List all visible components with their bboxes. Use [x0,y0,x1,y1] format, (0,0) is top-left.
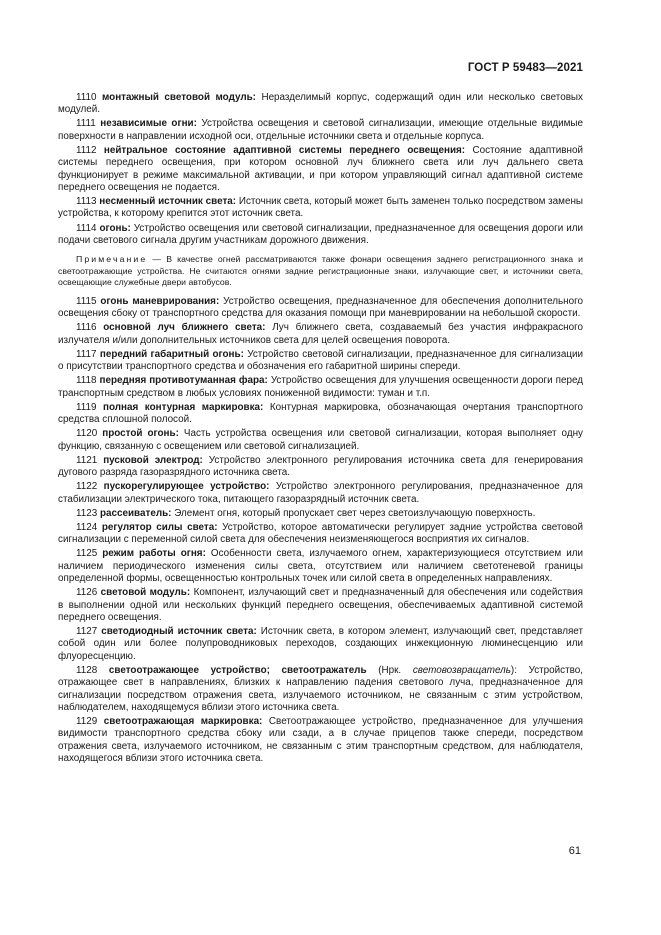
main-content [58,92,583,767]
term-entry-1117 [58,349,583,374]
entry-number: 1123 [76,507,98,519]
entry-term: светодиодный источник света: [101,626,257,638]
entry-definition: Устройство освещения или световой сигнализации, предназначенное для освещения дороги или подачи светового сигнала другим участникам дорожного движения. [58,222,584,246]
entries-group-1 [58,92,583,247]
term-entry-1110 [58,92,583,117]
entry-term: светоотражающее устройство; светоотражатель [108,664,367,676]
entry-term: независимые огни: [100,118,197,130]
entry-definition: Источник света, который может быть заменен только посредством замены устройства, к которому крепится этот источник света. [58,196,583,220]
term-entry-1119 [58,402,583,427]
entry-number: 1113 [76,196,97,208]
entry-definition: ): Устройство, отражающее свет в направлениях, близких к направлению падения светового луча, предназначенное для сигнализации посредством отражения света, излучаемого источником, не связанным с этим устройством, наблюдателем, находящемуся вблизи этого источника света. [58,664,583,713]
entry-number: 1125 [76,548,98,560]
entry-term: огонь: [99,222,131,234]
entry-definition: Луч ближнего света, создаваемый без участия инфракрасного излучателя и/или дополнительных источников света для целей освещения поворота. [58,322,584,346]
entry-number: 1122 [76,481,98,493]
entry-number: 1118 [76,375,97,387]
term-entry-1113 [58,196,583,221]
term-entry-1120 [58,428,583,453]
term-entry-1111 [58,118,583,143]
entry-number: 1120 [76,428,98,440]
term-entry-1114 [58,223,583,248]
entry-number: 1124 [76,521,98,533]
entry-number: 1121 [76,454,98,466]
term-entry-1112 [58,145,583,194]
entry-number: 1115 [76,295,97,307]
entry-number: 1117 [76,348,97,360]
entry-definition: Устройство освещения, предназначенное для обеспечения дополнительного освещения сбоку от транспортного средства для оказания помощи при маневрировании на небольшой скорости. [58,295,583,320]
entry-term: нейтральное состояние адаптивной системы переднего освещения: [103,144,466,156]
entry-number: 1112 [76,144,97,156]
entry-term: полная контурная маркировка: [103,401,264,413]
entry-definition: Устройство электронного регулирования, предназначенное для стабилизации электрического тока, питающего газоразрядный источник света. [58,481,584,505]
entry-term: пускорегулирующее устройство: [103,481,270,493]
entry-definition: Элемент огня, который пропускает свет через светоизлучающую поверхность. [174,507,536,519]
entry-number: 1127 [76,626,98,638]
term-entry-1125 [58,548,583,585]
entry-number: 1129 [76,716,98,728]
entry-number: 1114 [76,222,97,234]
entry-definition: Часть устройства освещения или световой сигнализации, которая выполняет одну функцию, связанную с освещением или световой сигнализацией. [58,428,583,452]
entry-definition: Устройство, которое автоматически регулирует задние устройства световой сигнализации с переменной силой света для обеспечения неизменяющегося восприятия их сигналов. [58,521,583,546]
entry-definition: Устройство световой сигнализации, предназначенное для сигнализации о присутствии транспортного средства и обозначения его габаритной ширины спереди. [58,348,584,373]
entry-term: регулятор силы света: [101,521,218,533]
entry-term: передняя противотуманная фара: [99,375,268,387]
entry-term: световой модуль: [100,587,191,599]
term-entry-1129 [58,716,583,765]
entry-definition: Состояние адаптивной системы переднего освещения, при котором основной луч ближнего света или луч дальнего света функционирует в режиме максимальной активации, и при котором управляющий сигнал адаптивной системе переднего освещения не подается. [58,144,584,193]
term-entry-1122 [58,481,583,506]
entry-definition: Неразделимый корпус, содержащий один или несколько световых модулей. [58,92,583,116]
term-entry-1121 [58,455,583,480]
term-entry-1115 [58,296,583,321]
entry-term: пусковой электрод: [103,454,203,466]
standard-header: ГОСТ Р 59483—2021 [467,62,583,74]
entry-deprecated-term: световозвращатель [412,664,511,676]
entry-number: 1116 [76,322,97,334]
term-entry-1124 [58,522,583,547]
entry-definition: Устройство электронного регулирования источника света для генерирования дугового разряда газоразрядного источника света. [58,454,583,479]
entry-number: 1119 [76,401,97,413]
term-entry-1126 [58,587,583,624]
note-paragraph [58,254,583,288]
entry-number: 1111 [76,118,96,130]
entry-term: светоотражающая маркировка: [103,716,263,728]
term-entry-1123 [58,508,583,520]
term-entry-1116 [58,322,583,347]
entry-definition: Компонент, излучающий свет и предназначенный для обеспечения или содействия в выполнении одной или нескольких функций переднего освещения, обеспечиваемых адаптивной системой переднего освещения. [58,587,583,623]
note-label: Примечание [76,254,148,265]
entry-number: 1128 [76,664,98,676]
entry-definition: Контурная маркировка, обозначающая очертания транспортного средства сплошной полосой. [58,401,583,426]
entry-term: несменный источник света: [99,196,237,208]
term-entry-1118 [58,375,583,400]
entry-term: рассеиватель: [99,507,172,519]
term-entry-1128 [58,665,583,714]
entry-term: монтажный световой модуль: [101,92,256,103]
entry-definition: Устройства освещения и световой сигнализации, имеющие отдельные видимые поверхности в направлении исходной оси, отдельные источники света и отдельные корпуса. [58,118,584,142]
page-number: 61 [568,845,581,857]
entry-term: режим работы огня: [102,548,206,560]
entry-term: простой огонь: [102,428,179,440]
term-entry-1127 [58,626,583,663]
entry-term: передний габаритный огонь: [99,348,244,360]
entry-number: 1110 [76,92,97,103]
entry-definition: Светоотражающее устройство, предназначенное для улучшения видимости транспортного средства сбоку или сзади, а в случае прицепов также спереди, посредством отражения света, излучаемого источником, не связанным с этим транспортным средством, для наблюдателя, находящегося вблизи этого источника света. [58,716,584,765]
entry-term: огонь маневрирования: [100,295,220,307]
entry-definition: Особенности света, излучаемого огнем, характеризующиеся отсутствием или наличием периодического изменения силы света, отсутствием или наличием светотеневой границы определенной формы, освещенностью контрольных точек или силой света в определенных направлениях. [58,548,584,585]
entry-number: 1126 [76,587,98,599]
entries-group-2 [58,296,583,766]
note-text: — В качестве огней рассматриваются также фонари освещения заднего регистрационного знака и светоотражающие устройства. Не считаются огнями задние регистрационные знаки, излучающие свет, и источники света, освещающие служебные двери автобусов. [58,254,583,287]
entry-definition: Источник света, в котором элемент, излучающий свет, представляет собой один или более полупроводниковых переходов, создающих инжекционную люминесценцию или флуоресценцию. [58,626,583,662]
entry-term: основной луч ближнего света: [103,322,266,334]
entry-deprecated-prefix: (Нрк. [366,664,413,676]
entry-definition: Устройство освещения для улучшения освещенности дороги перед транспортным средством в любых условиях пониженной видимости: туман и т.п. [58,375,584,399]
